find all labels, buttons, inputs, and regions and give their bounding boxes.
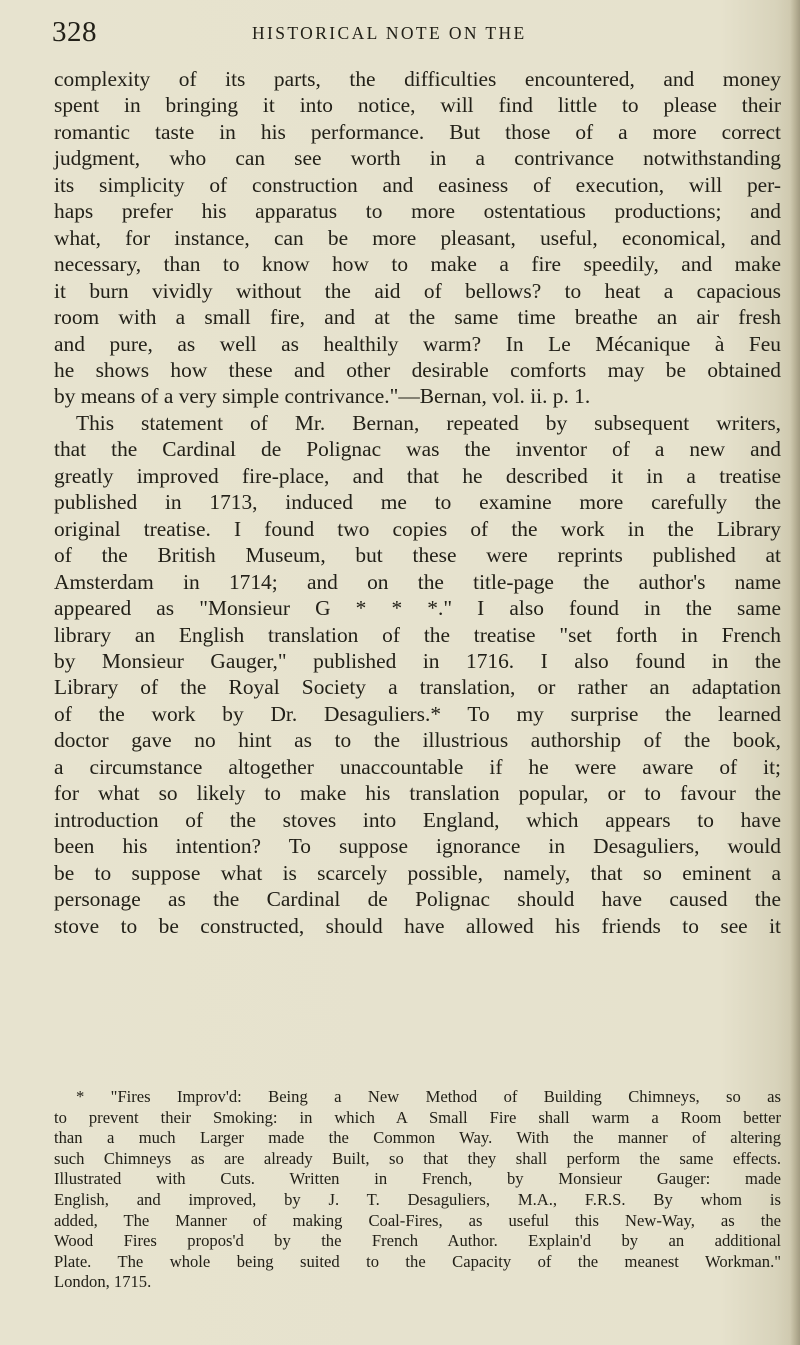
body-line: spent in bringing it into notice, will find little to please their bbox=[54, 93, 781, 118]
body-line: its simplicity of construction and easiness of execution, will per- bbox=[54, 172, 781, 197]
footnote-line: than a much Larger made the Common Way. With the manner of altering bbox=[54, 1128, 781, 1148]
body-line: complexity of its parts, the difficulties encountered, and money bbox=[54, 67, 781, 91]
body-line: greatly improved fire-place, and that he described it in a treatise bbox=[54, 463, 781, 488]
footnote-line: to prevent their Smoking: in which A Small Fire shall warm a Room better bbox=[54, 1107, 781, 1127]
body-line: of the British Museum, but these were reprints published at bbox=[54, 543, 781, 568]
footnote-line: Plate. The whole being suited to the Capacity of the meanest Workman." bbox=[54, 1251, 781, 1271]
body-line: published in 1713, induced me to examine more carefully the bbox=[54, 490, 781, 515]
body-line: room with a small fire, and at the same time breathe an air fresh bbox=[54, 305, 781, 330]
running-title: HISTORICAL NOTE ON THE bbox=[252, 23, 527, 43]
body-line: Amsterdam in 1714; and on the title-page the author's name bbox=[54, 569, 781, 594]
body-text bbox=[54, 66, 781, 939]
footnote-line: Wood Fires propos'd by the French Author. Explain'd by an additional bbox=[54, 1231, 781, 1251]
footnote bbox=[54, 1087, 781, 1293]
body-line: be to suppose what is scarcely possible, namely, that so eminent a bbox=[54, 860, 781, 885]
body-line: necessary, than to know how to make a fire speedily, and make bbox=[54, 252, 781, 277]
body-line: Library of the Royal Society a translation, or rather an adaptation bbox=[54, 675, 781, 700]
body-line: personage as the Cardinal de Polignac should have caused the bbox=[54, 887, 781, 912]
body-line: stove to be constructed, should have allowed his friends to see it bbox=[54, 913, 781, 938]
body-line: by means of a very simple contrivance."—Bernan, vol. ii. p. 1. bbox=[54, 384, 591, 409]
body-line: haps prefer his apparatus to more ostentatious productions; and bbox=[54, 199, 781, 224]
body-line: appeared as "Monsieur G * * *." I also found in the same bbox=[54, 596, 781, 621]
footnote-line: Illustrated with Cuts. Written in French, by Monsieur Gauger: made bbox=[54, 1169, 781, 1189]
body-line: it burn vividly without the aid of bellows? to heat a capacious bbox=[54, 278, 781, 303]
body-line: romantic taste in his performance. But those of a more correct bbox=[54, 119, 781, 144]
body-line: library an English translation of the treatise "set forth in French bbox=[54, 622, 781, 647]
body-line: been his intention? To suppose ignorance in Desaguliers, would bbox=[54, 834, 781, 859]
footnote-line: added, The Manner of making Coal-Fires, as useful this New-Way, as the bbox=[54, 1210, 781, 1230]
page-edge-shadow bbox=[790, 0, 800, 1345]
body-line: doctor gave no hint as to the illustrious authorship of the book, bbox=[54, 728, 781, 753]
body-line: and pure, as well as healthily warm? In Le Mécanique à Feu bbox=[54, 331, 781, 356]
page-header bbox=[0, 14, 800, 54]
body-line: for what so likely to make his translation popular, or to favour the bbox=[54, 781, 781, 806]
body-line: by Monsieur Gauger," published in 1716. I also found in the bbox=[54, 648, 781, 673]
body-line: introduction of the stoves into England, which appears to have bbox=[54, 807, 781, 832]
body-line: he shows how these and other desirable comforts may be obtained bbox=[54, 357, 781, 382]
body-line: that the Cardinal de Polignac was the inventor of a new and bbox=[54, 437, 781, 462]
body-line: of the work by Dr. Desaguliers.* To my surprise the learned bbox=[54, 701, 781, 726]
body-line: what, for instance, can be more pleasant, useful, economical, and bbox=[54, 225, 781, 250]
footnote-line: London, 1715. bbox=[54, 1272, 152, 1292]
body-line: judgment, who can see worth in a contrivance notwithstanding bbox=[54, 146, 781, 171]
footnote-line: such Chimneys as are already Built, so that they shall perform the same effects. bbox=[54, 1148, 781, 1168]
page-number: 328 bbox=[52, 16, 97, 48]
body-line: original treatise. I found two copies of the work in the Library bbox=[54, 516, 781, 541]
footnote-line: * "Fires Improv'd: Being a New Method of Building Chimneys, so as bbox=[76, 1087, 781, 1106]
footnote-line: English, and improved, by J. T. Desaguliers, M.A., F.R.S. By whom is bbox=[54, 1189, 781, 1209]
body-line: This statement of Mr. Bernan, repeated by subsequent writers, bbox=[76, 410, 781, 435]
body-line: a circumstance altogether unaccountable if he were aware of it; bbox=[54, 754, 781, 779]
